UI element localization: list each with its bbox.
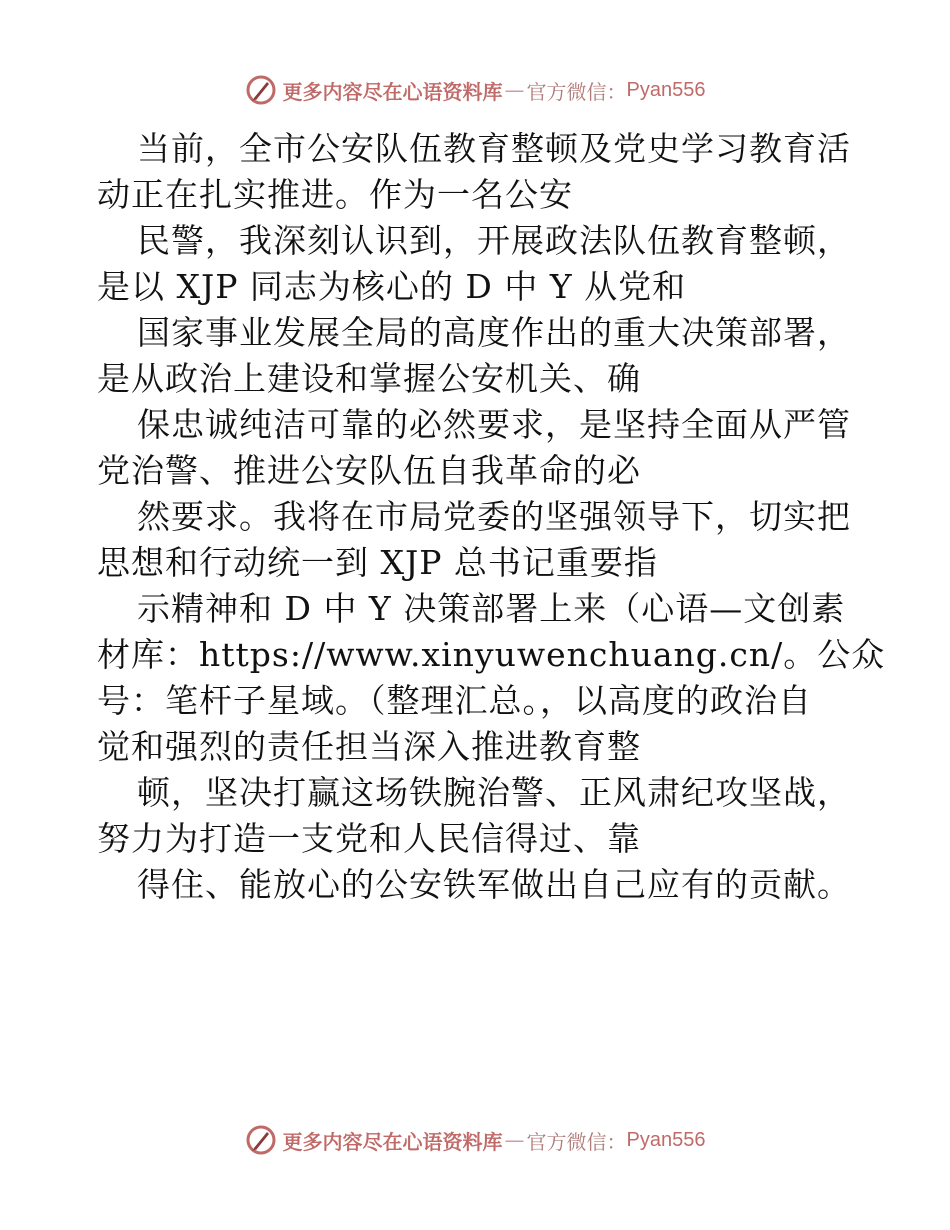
banner-wechat-id: Pyan556 <box>626 78 706 101</box>
banner-wechat-label: 官方微信： <box>526 79 627 104</box>
body-line: 是以 XJP 同志为核心的 D 中 Y 从党和 <box>97 267 687 306</box>
quill-logo-icon <box>245 1124 277 1156</box>
body-line: 思想和行动统一到 XJP 总书记重要指 <box>97 543 658 582</box>
body-line: 国家事业发展全局的高度作出的重大决策部署， <box>137 313 851 352</box>
body-line: 动正在扎实推进。作为一名公安 <box>97 175 573 214</box>
body-line: 得住、能放心的公安铁军做出自己应有的贡献。 <box>137 865 851 904</box>
body-line: 觉和强烈的责任担当深入推进教育整 <box>97 727 641 766</box>
body-line: 顿，坚决打赢这场铁腕治警、正风肃纪攻坚战， <box>137 773 851 812</box>
banner-wechat-label: 官方微信： <box>526 1129 627 1154</box>
banner-dash: — <box>504 1128 525 1152</box>
body-line: 是从政治上建设和掌握公安机关、确 <box>97 359 641 398</box>
body-line: 号：笔杆子星域。（整理汇总。，以高度的政治自 <box>97 681 812 720</box>
quill-logo-icon <box>245 74 277 106</box>
body-line: 示精神和 D 中 Y 决策部署上来（心语—文创素 <box>137 589 846 628</box>
header-banner <box>0 70 950 110</box>
document-body <box>97 126 886 908</box>
body-line: 当前，全市公安队伍教育整顿及党史学习教育活 <box>137 129 851 168</box>
body-line: 材库：https://www.xinyuwenchuang.cn/。公众 <box>97 635 886 674</box>
body-line: 保忠诚纯洁可靠的必然要求，是坚持全面从严管 <box>137 405 851 444</box>
banner-brand-text: 更多内容尽在心语资料库 <box>282 1129 503 1154</box>
footer-banner <box>0 1120 950 1160</box>
body-line: 努力为打造一支党和人民信得过、靠 <box>97 819 641 858</box>
banner-brand-text: 更多内容尽在心语资料库 <box>282 79 503 104</box>
body-line: 党治警、推进公安队伍自我革命的必 <box>97 451 641 490</box>
body-line: 然要求。我将在市局党委的坚强领导下，切实把 <box>137 497 851 536</box>
banner-dash: — <box>504 78 525 102</box>
body-line: 民警，我深刻认识到，开展政法队伍教育整顿， <box>137 221 851 260</box>
banner-wechat-id: Pyan556 <box>626 1128 706 1151</box>
